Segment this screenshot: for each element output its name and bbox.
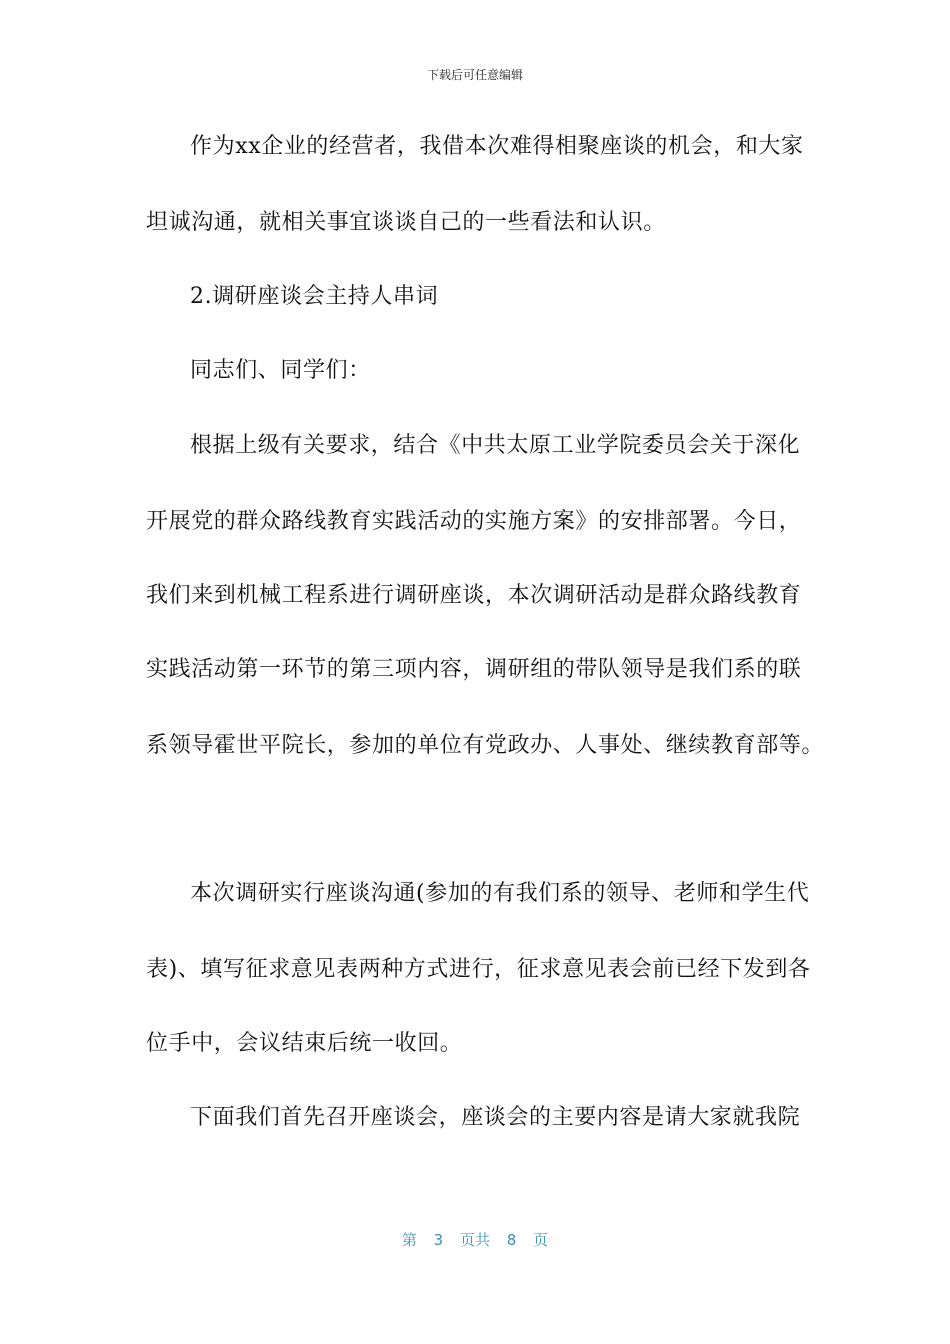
paragraph-line: 根据上级有关要求，结合《中共太原工业学院委员会关于深化 — [190, 433, 801, 458]
paragraph-line: 系领导霍世平院长，参加的单位有党政办、人事处、继续教育部等。 — [146, 733, 825, 758]
paragraph-line: 作为xx企业的经营者，我借本次难得相聚座谈的机会，和大家 — [190, 134, 804, 159]
paragraph-line: 本次调研实行座谈沟通(参加的有我们系的领导、老师和学生代 — [190, 881, 810, 906]
paragraph-line: 开展党的群众路线教育实践活动的实施方案》的安排部署。今日， — [146, 509, 802, 534]
section-heading: 2.调研座谈会主持人串词 — [190, 284, 439, 309]
page-header: 下载后可任意编辑 — [426, 68, 523, 82]
paragraph-line: 实践活动第一环节的第三项内容，调研组的带队领导是我们系的联 — [146, 657, 802, 682]
paragraph-line: 位手中，会议结束后统一收回。 — [146, 1031, 463, 1056]
paragraph-line: 下面我们首先召开座谈会，座谈会的主要内容是请大家就我院 — [190, 1105, 801, 1130]
paragraph-line: 我们来到机械工程系进行调研座谈，本次调研活动是群众路线教育 — [146, 583, 802, 608]
salutation-line: 同志们、同学们： — [190, 358, 371, 383]
paragraph-line: 坦诚沟通，就相关事宜谈谈自己的一些看法和认识。 — [146, 210, 666, 235]
page-footer: 第 3 页共 8 页 — [401, 1231, 549, 1249]
paragraph-line: 表)、填写征求意见表两种方式进行，征求意见表会前已经下发到各 — [146, 957, 811, 982]
